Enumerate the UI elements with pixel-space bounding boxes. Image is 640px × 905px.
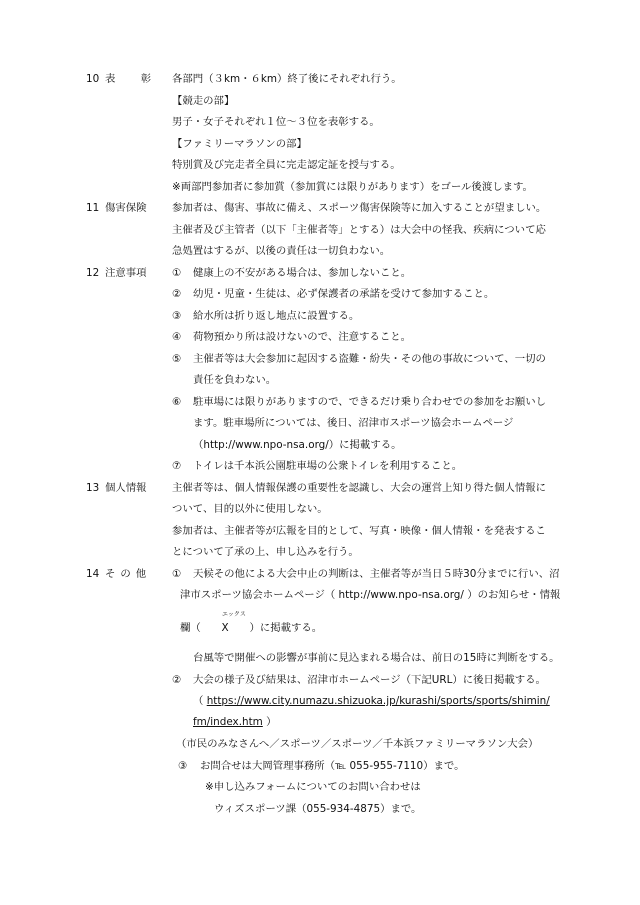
url-paren-close: ）	[262, 716, 277, 728]
section-14-number: 14	[86, 568, 100, 580]
list-item-text: 給水所は折り返し地点に設置する。	[193, 310, 360, 322]
list-item-text: トイレは千本浜公園駐車場の公衆トイレを利用すること。	[193, 460, 463, 472]
section-10-heading: 表 彰	[105, 73, 163, 85]
list-item-text: 主催者等は大会参加に起因する盗難・紛失・その他の事故について、一切の	[193, 353, 546, 365]
section-11-line-2: 主催者及び主管者（以下「主催者等」とする）は大会中の怪我、疾病について応	[172, 224, 546, 236]
list-item-marker: ⑤	[172, 353, 182, 365]
section-14-line-3: 欄（ X ）に掲載する。	[180, 622, 323, 634]
section-14-heading: その他	[105, 568, 152, 580]
list-item-marker: ⑦	[172, 460, 182, 472]
section-14-line-1: 天候その他による大会中止の判断は、主催者等が当日５時30分までに行い、沼	[193, 568, 560, 580]
section-11-line-1: 参加者は、傷害、事故に備え、スポーツ傷害保険等に加入することが望ましい。	[172, 202, 547, 214]
list-item-marker: ⑥	[172, 396, 182, 408]
section-13-number: 13	[86, 482, 100, 494]
ruby-annotation: エックス	[222, 611, 246, 618]
list-item-text: 駐車場には限りがありますので、できるだけ乗り合わせでの参加をお願いし	[193, 396, 547, 408]
section-14-line-5: 大会の様子及び結果は、沼津市ホームページ（下記URL）に後日掲載する。	[193, 674, 546, 686]
section-14-line-2: 津市スポーツ協会ホームページ（ http://www.npo-nsa.org/ ）のお知らせ・情報	[180, 589, 561, 601]
section-10-line-2: 【競走の部】	[172, 95, 235, 107]
list-item-text: 荷物預かり所は設けないので、注意すること。	[193, 331, 411, 343]
section-12-number: 12	[86, 267, 100, 279]
section-14-contact: お問合せは大岡管理事務所（℡ 055-955-7110）まで。	[200, 760, 465, 772]
list-item-marker: ②	[172, 288, 182, 300]
list-item-marker: ②	[172, 674, 182, 686]
results-url-link[interactable]: https://www.city.numazu.shizuoka.jp/kurashi/sports/sports/shimin/	[206, 695, 550, 707]
section-14-breadcrumb: （市民のみなさんへ／スポーツ／スポーツ／千本浜ファミリーマラソン大会）	[176, 738, 539, 750]
url-paren-open: （	[193, 695, 207, 707]
section-10-line-3: 男子・女子それぞれ１位～３位を表彰する。	[172, 116, 380, 128]
results-url-link-continued[interactable]: fm/index.htm	[193, 716, 263, 728]
list-item-continuation: （http://www.npo-nsa.org/）に掲載する。	[193, 439, 402, 451]
section-10-line-5: 特別賞及び完走者全員に完走認定証を授与する。	[172, 159, 401, 171]
section-13-line-3: 参加者は、主催者等が広報を目的として、写真・映像・個人情報・を発表するこ	[172, 525, 546, 537]
section-14-note: ※申し込みフォームについてのお問い合わせは	[205, 781, 421, 793]
list-item-text: 健康上の不安がある場合は、参加しないこと。	[193, 267, 412, 279]
list-item-marker: ③	[178, 760, 188, 772]
section-14-contact-2: ウィズスポーツ課（055-934-4875）まで。	[214, 803, 422, 815]
section-12-heading: 注意事項	[105, 267, 147, 279]
list-item-text: 幼児・児童・生徒は、必ず保護者の承諾を受けて参加すること。	[193, 288, 495, 300]
section-13-line-2: ついて、目的以外に使用しない。	[172, 503, 328, 515]
section-13-line-4: とについて了承の上、申し込みを行う。	[172, 546, 359, 558]
list-item-marker: ④	[172, 331, 182, 343]
section-10-number: 10	[86, 73, 100, 85]
section-11-heading: 傷害保険	[105, 202, 147, 214]
section-14-line-4: 台風等で開催への影響が事前に見込まれる場合は、前日の15時に判断をする。	[193, 652, 560, 664]
section-10-line-1: 各部門（３km・６km）終了後にそれぞれ行う。	[172, 73, 402, 85]
section-11-number: 11	[86, 202, 100, 214]
list-item-marker: ①	[172, 267, 182, 279]
section-11-line-3: 急処置はするが、以後の責任は一切負わない。	[172, 245, 391, 257]
list-item-marker: ③	[172, 310, 182, 322]
list-item-continuation: ます。駐車場所については、後日、沼津市スポーツ協会ホームページ	[193, 417, 514, 429]
section-13-heading: 個人情報	[105, 482, 147, 494]
list-item-marker: ①	[172, 568, 182, 580]
url-line	[193, 693, 550, 710]
section-10-line-6: ※両部門参加者に参加賞（参加賞には限りがあります）をゴール後渡します。	[172, 181, 533, 193]
section-13-line-1: 主催者等は、個人情報保護の重要性を認識し、大会の運営上知り得た個人情報に	[172, 482, 547, 494]
list-item-continuation: 責任を負わない。	[193, 374, 277, 386]
section-10-line-4: 【ファミリーマラソンの部】	[172, 138, 307, 150]
url-line-2	[193, 714, 277, 731]
